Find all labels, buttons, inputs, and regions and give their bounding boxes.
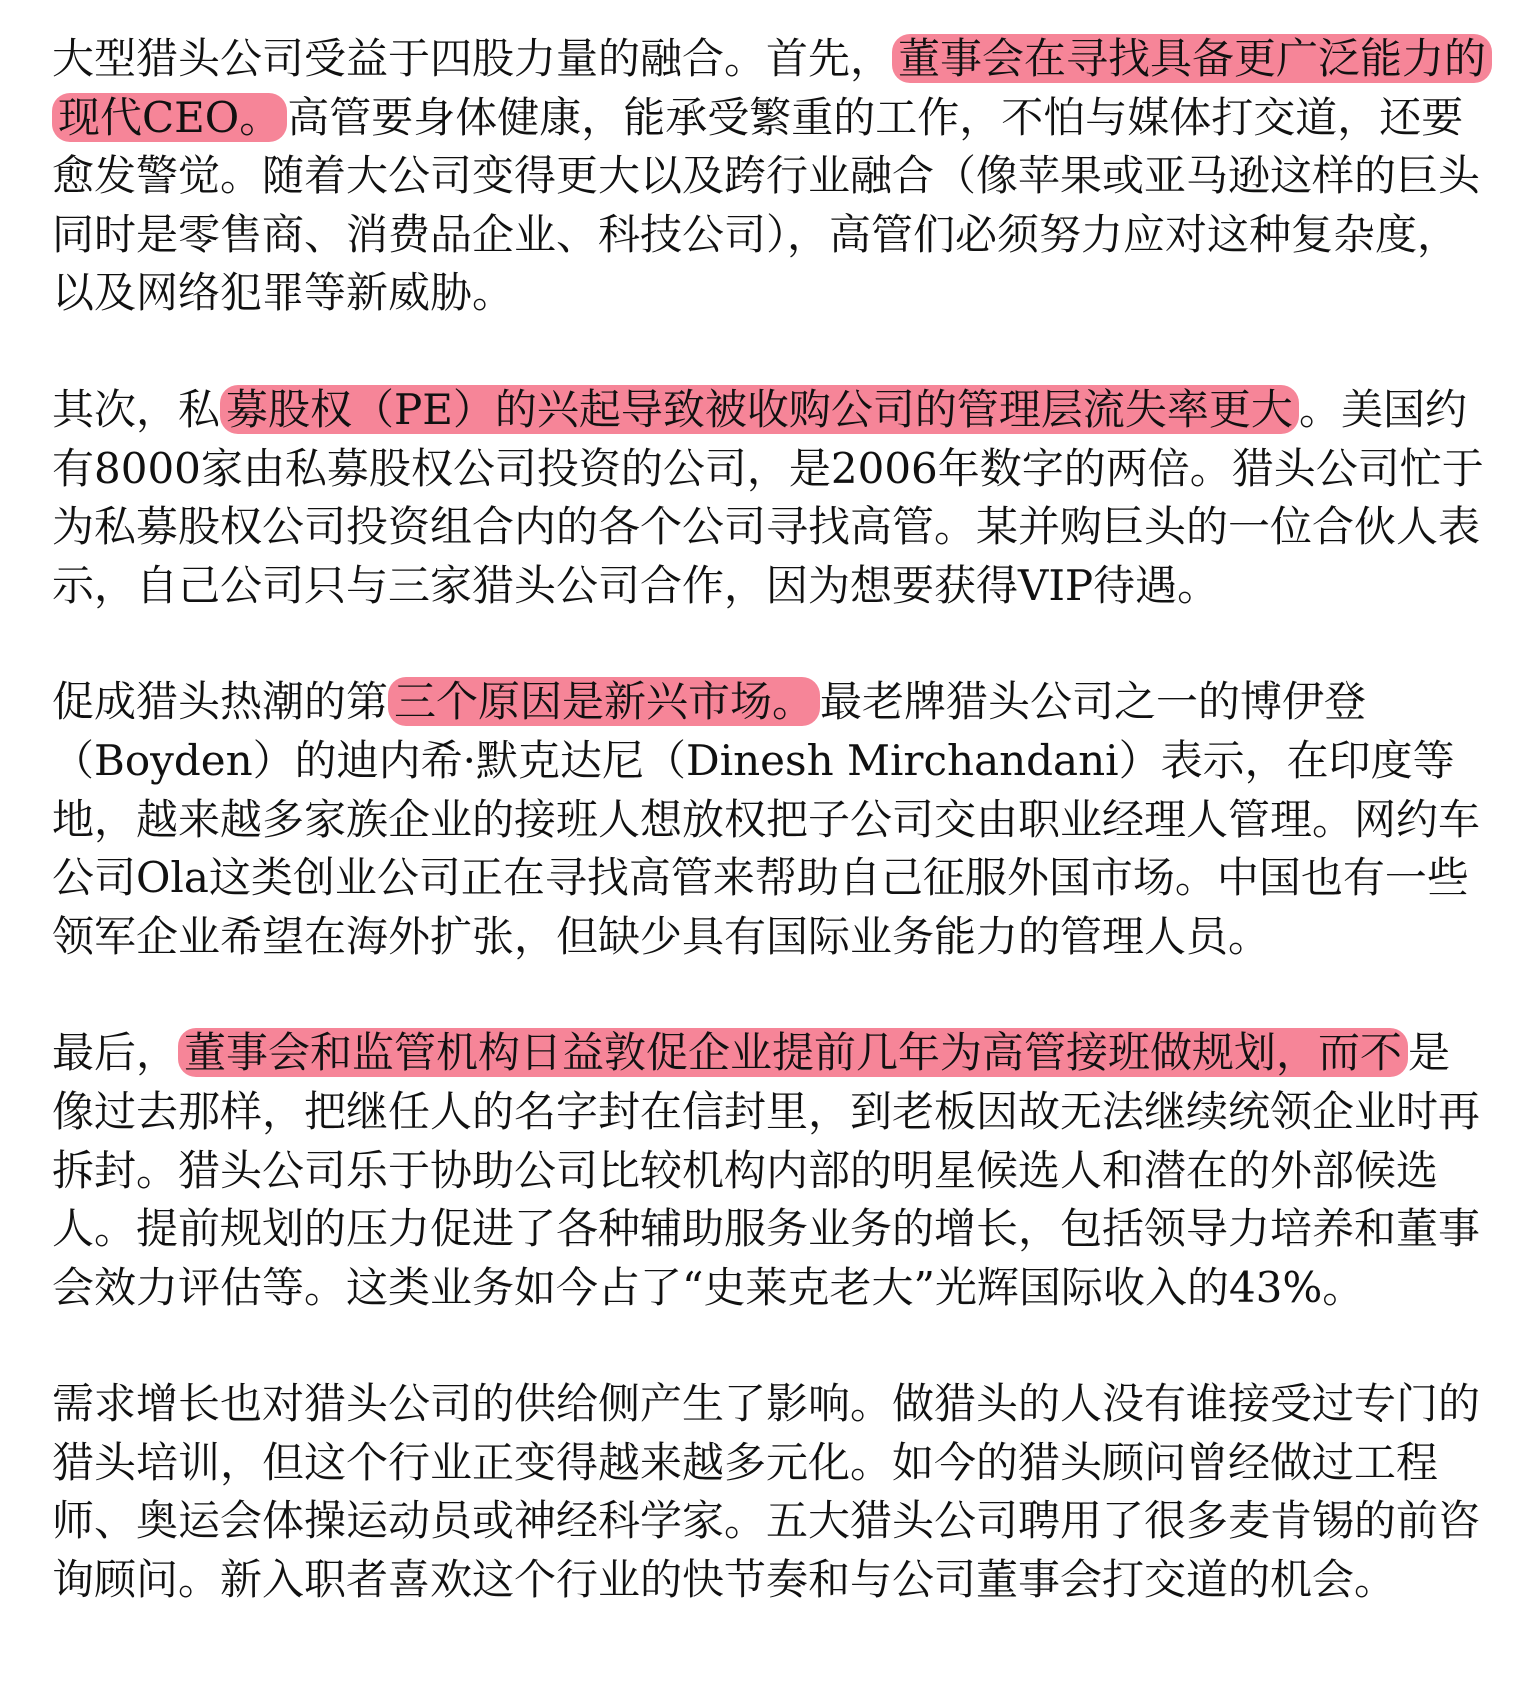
paragraph-3 <box>52 673 1492 966</box>
paragraph-2 <box>52 381 1492 615</box>
paragraph-5-text: 需求增长也对猎头公司的供给侧产生了影响。做猎头的人没有谁接受过专门的猎头培训，但这个行业正变得越来越多元化。如今的猎头顾问曾经做过工程师、奥运会体操运动员或神经科学家。五大猎头公司聘用了很多麦肯锡的前咨询顾问。新入职者喜欢这个行业的快节奏和与公司董事会打交道的机会。 <box>52 1379 1481 1605</box>
paragraph-1-text-rest: 高管要身体健康，能承受繁重的工作，不怕与媒体打交道，还要愈发警觉。随着大公司变得更大以及跨行业融合（像苹果或亚马逊这样的巨头同时是零售商、消费品企业、科技公司），高管们必须努力应对这种复杂度，以及网络犯罪等新威胁。 <box>52 92 1481 318</box>
paragraph-2-highlight: 募股权（PE）的兴起导致被收购公司的管理层流失率更大 <box>220 385 1299 434</box>
paragraph-1-highlight: 董事会在寻找具备更广泛能力的现代CEO。 <box>52 34 1492 142</box>
paragraph-4 <box>52 1024 1492 1317</box>
paragraph-5 <box>52 1375 1492 1609</box>
paragraph-3-text: 促成猎头热潮的第 <box>52 677 389 727</box>
paragraph-2-text: 其次，私 <box>52 384 221 434</box>
paragraph-2-text-rest: 。美国约有8000家由私募股权公司投资的公司，是2006年数字的两倍。猎头公司忙于为私募股权公司投资组合内的各个公司寻找高管。某并购巨头的一位合伙人表示，自己公司只与三家猎头公司合作，因为想要获得VIP待遇。 <box>52 384 1484 610</box>
paragraph-4-highlight: 董事会和监管机构日益敦促企业提前几年为高管接班做规划，而不 <box>178 1028 1408 1077</box>
paragraph-1-text: 大型猎头公司受益于四股力量的融合。首先， <box>52 34 893 83</box>
paragraph-1 <box>52 30 1492 323</box>
article-body <box>52 30 1492 1610</box>
paragraph-3-highlight: 三个原因是新兴市场。 <box>388 677 820 726</box>
paragraph-4-text: 最后， <box>52 1028 179 1078</box>
paragraph-4-text-rest: 是像过去那样，把继任人的名字封在信封里，到老板因故无法继续统领企业时再拆封。猎头公司乐于协助公司比较机构内部的明星候选人和潜在的外部候选人。提前规划的压力促进了各种辅助服务业务的增长，包括领导力培养和董事会效力评估等。这类业务如今占了“史莱克老大”光辉国际收入的43%。 <box>52 1028 1481 1312</box>
paragraph-3-text-rest: 最老牌猎头公司之一的博伊登（Boyden）的迪内希·默克达尼（Dinesh Mirchandani）表示，在印度等地，越来越多家族企业的接班人想放权把子公司交由职业经理人管理。网约车公司Ola这类创业公司正在寻找高管来帮助自己征服外国市场。中国也有一些领军企业希望在海外扩张，但缺少具有国际业务能力的管理人员。 <box>52 677 1481 961</box>
